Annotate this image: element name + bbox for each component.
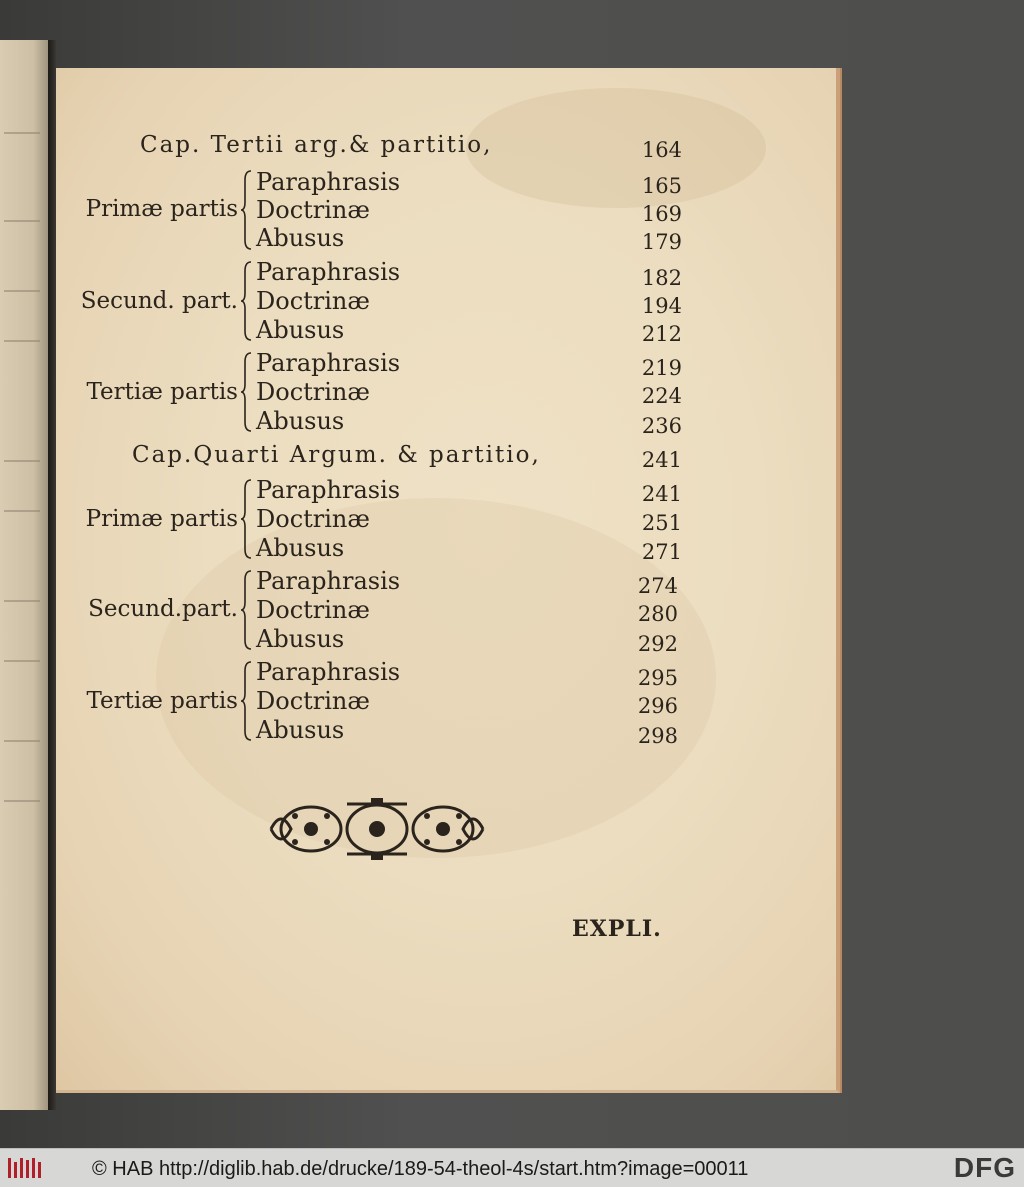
toc-group-label: Secund. part.: [80, 288, 238, 314]
toc-page-number: 296: [637, 694, 678, 718]
toc-group-label: Secund.part.: [88, 596, 238, 622]
catchword: EXPLI.: [572, 916, 662, 942]
brace-icon: [240, 261, 252, 341]
toc-item-label: Abusus: [256, 407, 345, 435]
toc-item-label: Abusus: [256, 625, 345, 653]
brace-icon: [240, 570, 252, 650]
toc-page-number: 295: [637, 666, 678, 690]
brace-icon: [240, 479, 252, 559]
toc-item-label: Doctrinæ: [256, 378, 370, 406]
toc-item-label: Abusus: [256, 534, 345, 562]
toc-page-number: 241: [641, 482, 682, 506]
toc-page-number: 241: [641, 448, 682, 472]
viewer-footer: [0, 1148, 1024, 1187]
toc-item-label: Paraphrasis: [256, 168, 401, 196]
toc-item-label: Paraphrasis: [256, 258, 401, 286]
brace-icon: [240, 661, 252, 741]
toc-item-label: Doctrinæ: [256, 287, 370, 315]
source-url[interactable]: © HAB http://diglib.hab.de/drucke/189-54-theol-4s/start.htm?image=00011: [92, 1158, 749, 1180]
book-spine: [48, 40, 56, 1110]
hab-logo-icon: [6, 1156, 46, 1180]
toc-page-number: 274: [637, 574, 678, 598]
toc-page-number: 292: [637, 632, 678, 656]
toc-page-number: 169: [641, 202, 682, 226]
toc-page-number: 165: [641, 174, 682, 198]
toc-item-label: Doctrinæ: [256, 596, 370, 624]
toc-item-label: Doctrinæ: [256, 196, 370, 224]
ornament-icon: [261, 794, 493, 864]
toc-item-label: Abusus: [256, 316, 345, 344]
toc-page-number: 280: [637, 602, 678, 626]
toc-item-label: Doctrinæ: [256, 687, 370, 715]
toc-page-number: 236: [641, 414, 682, 438]
toc-page-number: 212: [641, 322, 682, 346]
toc-item-label: Paraphrasis: [256, 658, 401, 686]
toc-page-number: 219: [641, 356, 682, 380]
brace-icon: [240, 352, 252, 432]
scanned-page: [56, 68, 840, 1093]
toc-group-label: Primæ partis: [85, 506, 238, 532]
toc-page-number: 182: [641, 266, 682, 290]
toc-item-label: Paraphrasis: [256, 567, 401, 595]
toc-page-number: 298: [637, 724, 678, 748]
toc-item-label: Abusus: [256, 224, 345, 252]
toc-page-number: 251: [641, 511, 682, 535]
brace-icon: [240, 170, 252, 250]
toc-item-label: Paraphrasis: [256, 476, 401, 504]
toc-page-number: 271: [641, 540, 682, 564]
toc-group-label: Primæ partis: [85, 196, 238, 222]
toc-group-label: Tertiæ partis: [86, 379, 238, 405]
dfg-logo: DFG: [953, 1152, 1016, 1183]
toc-page-number: 179: [641, 230, 682, 254]
toc-group-label: Tertiæ partis: [86, 688, 238, 714]
toc-heading-cap3: Cap. Tertii arg.& partitio,: [140, 132, 493, 158]
toc-item-label: Paraphrasis: [256, 349, 401, 377]
toc-page-number: 194: [641, 294, 682, 318]
previous-page-edge: [0, 40, 50, 1110]
toc-heading-cap4: Cap.Quarti Argum. & partitio,: [132, 442, 541, 468]
toc-page-number: 164: [641, 138, 682, 162]
toc-item-label: Doctrinæ: [256, 505, 370, 533]
toc-page-number: 224: [641, 384, 682, 408]
toc-item-label: Abusus: [256, 716, 345, 744]
